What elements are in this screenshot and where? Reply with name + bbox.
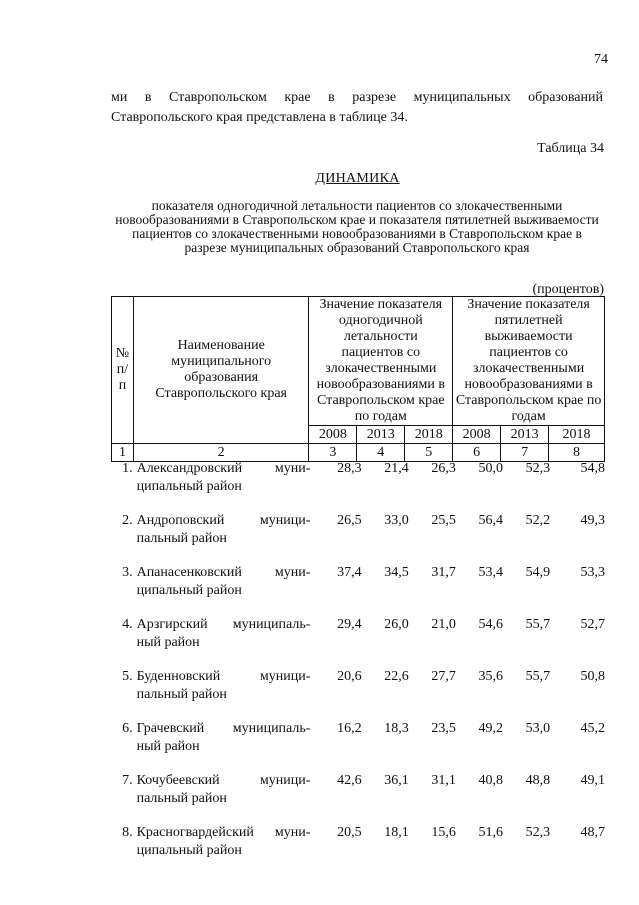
- col-number: 2: [133, 444, 308, 462]
- municipality-name-line: Кочубеевский муници-: [136, 773, 311, 788]
- row-number: 4.: [122, 617, 133, 632]
- municipality-name-line: Андроповский муници-: [136, 513, 311, 528]
- municipality-name: [137, 460, 315, 512]
- municipality-name-line: пальный район: [136, 531, 227, 546]
- value-cell: 53,4: [478, 565, 503, 580]
- col-number: 4: [357, 444, 405, 462]
- municipality-name-line: ципальный район: [136, 843, 242, 858]
- value-cell: 21,4: [384, 461, 409, 476]
- value-cell: 55,7: [525, 669, 551, 684]
- municipality-name-line: пальный район: [136, 791, 227, 806]
- row-number: 8.: [122, 825, 133, 840]
- municipality-name-line: пальный район: [136, 687, 227, 702]
- table-row: [111, 772, 605, 824]
- table-row: [111, 824, 605, 876]
- municipality-name-line: Грачевский муниципаль-: [136, 721, 311, 736]
- value-cell: 36,1: [384, 773, 409, 788]
- intro-paragraph: ми в Ставропольском крае в разрезе муниципальных образований Ставропольского края представлена в таблице 34.: [111, 90, 603, 125]
- header-group-survival: Значение показателя пятилетней выживаемости пациентов со злокачественными новообразованиями в Ставропольском крае по годам: [453, 297, 605, 426]
- value-cell: 34,5: [384, 565, 409, 580]
- header-name: Наименование муниципального образования Ставропольского края: [133, 297, 308, 444]
- value-cell: 26,5: [337, 513, 362, 528]
- value-cell: 37,4: [337, 565, 362, 580]
- value-cell: 31,7: [431, 565, 456, 580]
- table-subtitle: показателя одногодичной летальности пациентов со злокачественными новообразованиями в Ставропольском крае и показателя пятилетней выживаемости пациентов со злокачественными новообразованиями в Ставропольском крае в разрезе муниципальных образований Ставропольского края: [115, 198, 599, 255]
- value-cell: 22,6: [384, 669, 409, 684]
- value-cell: 52,7: [580, 617, 605, 632]
- municipality-name-line: Буденновский муници-: [136, 669, 311, 684]
- municipality-name-line: Красногвардейский муни-: [136, 825, 311, 840]
- municipality-name: [137, 616, 315, 668]
- municipality-name-line: Александровский муни-: [136, 461, 311, 476]
- col-number: 5: [405, 444, 453, 462]
- value-cell: 50,0: [478, 461, 503, 476]
- value-cell: 42,6: [337, 773, 362, 788]
- header-num: № п/п: [112, 297, 134, 444]
- value-cell: 55,7: [525, 617, 551, 632]
- municipality-name: [137, 512, 315, 564]
- value-cell: 26,0: [384, 617, 409, 632]
- municipality-name: [137, 668, 315, 720]
- value-cell: 45,2: [580, 721, 605, 736]
- value-cell: 29,4: [337, 617, 362, 632]
- table-body: [111, 460, 605, 876]
- value-cell: 49,2: [478, 721, 503, 736]
- header-year: 2013: [501, 426, 549, 444]
- value-cell: 33,0: [384, 513, 409, 528]
- row-number: 3.: [122, 565, 133, 580]
- value-cell: 52,3: [525, 825, 551, 840]
- value-cell: 40,8: [478, 773, 503, 788]
- header-year: 2018: [405, 426, 453, 444]
- value-cell: 26,3: [431, 461, 456, 476]
- table-row: [111, 564, 605, 616]
- municipality-name-line: ный район: [136, 635, 200, 650]
- value-cell: 18,3: [384, 721, 409, 736]
- value-cell: 49,1: [580, 773, 605, 788]
- value-cell: 56,4: [478, 513, 503, 528]
- header-year: 2008: [453, 426, 501, 444]
- value-cell: 27,7: [431, 669, 456, 684]
- header-year: 2008: [309, 426, 357, 444]
- value-cell: 54,8: [580, 461, 605, 476]
- row-number: 7.: [122, 773, 133, 788]
- table-title: ДИНАМИКА: [315, 171, 400, 186]
- value-cell: 48,7: [580, 825, 605, 840]
- value-cell: 52,3: [525, 461, 551, 476]
- value-cell: 15,6: [431, 825, 456, 840]
- row-number: 6.: [122, 721, 133, 736]
- value-cell: 21,0: [431, 617, 456, 632]
- municipality-name-line: ный район: [136, 739, 200, 754]
- header-year: 2013: [357, 426, 405, 444]
- col-number: 3: [309, 444, 357, 462]
- value-cell: 20,6: [337, 669, 362, 684]
- col-number: 7: [501, 444, 549, 462]
- value-cell: 53,0: [525, 721, 551, 736]
- page-number: 74: [594, 52, 608, 67]
- table-number: Таблица 34: [537, 141, 604, 156]
- table-row: [111, 460, 605, 512]
- municipality-name-line: ципальный район: [136, 479, 242, 494]
- value-cell: 35,6: [478, 669, 503, 684]
- table-header: [111, 296, 605, 462]
- municipality-name: [137, 772, 315, 824]
- table-row: [111, 512, 605, 564]
- header-group-lethality: Значение показателя одногодичной летальности пациентов со злокачественными новообразованиями в Ставропольском крае по годам: [309, 297, 453, 426]
- value-cell: 49,3: [580, 513, 605, 528]
- row-number: 1.: [122, 461, 133, 476]
- value-cell: 51,6: [478, 825, 503, 840]
- header-year: 2018: [549, 426, 605, 444]
- value-cell: 20,5: [337, 825, 362, 840]
- col-number: 1: [112, 444, 134, 462]
- value-cell: 52,2: [525, 513, 551, 528]
- municipality-name: [137, 720, 315, 772]
- value-cell: 16,2: [337, 721, 362, 736]
- value-cell: 50,8: [580, 669, 605, 684]
- table-row: [111, 720, 605, 772]
- value-cell: 53,3: [580, 565, 605, 580]
- municipality-name-line: Арзгирский муниципаль-: [136, 617, 311, 632]
- value-cell: 54,6: [478, 617, 503, 632]
- municipality-name: [137, 564, 315, 616]
- table-row: [111, 616, 605, 668]
- value-cell: 25,5: [431, 513, 456, 528]
- value-cell: 18,1: [384, 825, 409, 840]
- value-cell: 23,5: [431, 721, 456, 736]
- value-cell: 28,3: [337, 461, 362, 476]
- row-number: 2.: [122, 513, 133, 528]
- municipality-name-line: ципальный район: [136, 583, 242, 598]
- row-number: 5.: [122, 669, 133, 684]
- col-number: 8: [549, 444, 605, 462]
- col-number: 6: [453, 444, 501, 462]
- municipality-name-line: Апанасенковский муни-: [136, 565, 311, 580]
- table-row: [111, 668, 605, 720]
- value-cell: 54,9: [525, 565, 551, 580]
- value-cell: 31,1: [431, 773, 456, 788]
- municipality-name: [137, 824, 315, 876]
- value-cell: 48,8: [525, 773, 551, 788]
- units-label: (процентов): [532, 282, 604, 297]
